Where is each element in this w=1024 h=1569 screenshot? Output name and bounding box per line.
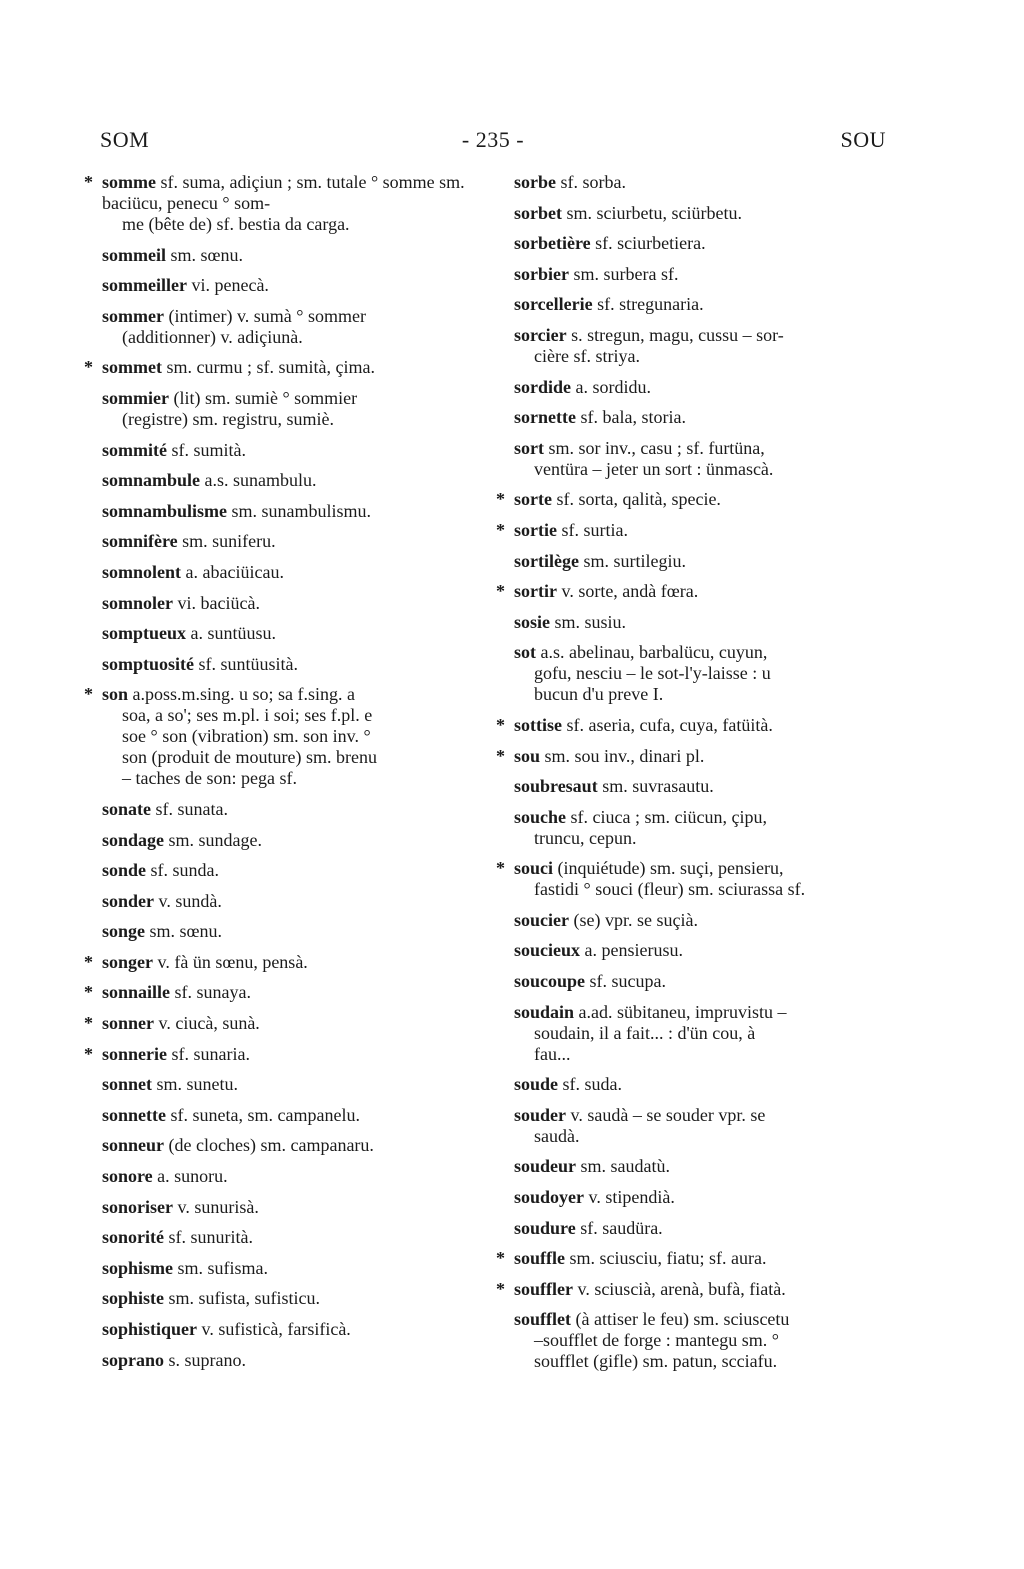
entry-line: somnifère sm. suniferu. — [102, 531, 276, 552]
headword: somptuosité — [102, 653, 195, 674]
entry-line: sondage sm. sundage. — [102, 829, 263, 850]
entry-line: soufflet (à attiser le feu) sm. sciuscetu — [514, 1309, 790, 1330]
dictionary-entry — [84, 357, 474, 378]
dictionary-entry — [496, 745, 886, 767]
headword: sortie — [514, 519, 557, 540]
entry-line: sortie sf. surtia. — [514, 519, 628, 540]
entry-line: sonorité sf. sunurità. — [102, 1227, 253, 1248]
dictionary-entry — [102, 623, 474, 644]
headword: sosie — [514, 611, 550, 632]
entry-line: son a.poss.m.sing. u so; sa f.sing. a — [102, 684, 356, 705]
entry-line: sommet sm. curmu ; sf. sumità, çima. — [102, 357, 375, 378]
dictionary-entry — [514, 940, 886, 961]
dictionary-entry — [514, 612, 886, 633]
headword: sordide — [514, 376, 572, 397]
dictionary-entry — [514, 1074, 886, 1095]
page-header — [100, 127, 886, 157]
headword: sommer — [102, 305, 164, 326]
entry-line: fastidi ° souci (fleur) sm. sciurassa sf. — [534, 879, 806, 900]
headword: sortilège — [514, 550, 579, 571]
entry-star-marker: * — [84, 357, 93, 378]
dictionary-entry — [496, 714, 886, 736]
entry-line: sommeiller vi. penecà. — [102, 275, 269, 296]
dictionary-entry — [514, 1105, 886, 1147]
headword: sommet — [102, 357, 162, 378]
entry-star-marker: * — [496, 714, 505, 735]
dictionary-entry — [496, 519, 886, 541]
entry-line: me (bête de) sf. bestia da carga. — [122, 214, 350, 234]
dictionary-entry — [514, 264, 886, 285]
dictionary-entry — [496, 1248, 886, 1269]
entry-line: – taches de son: pega sf. — [122, 768, 297, 789]
headword: souci — [514, 858, 554, 879]
header-right-guide-word: SOU — [840, 127, 886, 152]
entry-line: sophiste sm. sufista, sufisticu. — [102, 1288, 321, 1309]
dictionary-entry — [514, 1156, 886, 1177]
entry-star-marker: * — [496, 489, 505, 510]
headword: songe — [102, 921, 146, 942]
entry-line: sommité sf. sumità. — [102, 439, 246, 460]
headword: sot — [514, 642, 536, 663]
dictionary-entry — [514, 642, 886, 705]
entry-line: sorbe sf. sorba. — [514, 172, 626, 192]
headword: soprano — [102, 1349, 165, 1370]
dictionary-entry — [102, 470, 474, 491]
headword: soufflet — [514, 1309, 571, 1330]
dictionary-entry — [102, 1258, 474, 1279]
headword: sou — [514, 745, 541, 766]
headword: soudeur — [514, 1156, 577, 1177]
entry-line: sonnaille sf. sunaya. — [102, 982, 252, 1003]
headword: somnambulisme — [102, 500, 228, 521]
entry-line: souder v. saudà – se souder vpr. se — [514, 1104, 766, 1125]
dictionary-entry — [514, 203, 886, 224]
headword: sottise — [514, 714, 562, 735]
dictionary-entry — [514, 294, 886, 315]
entry-line: sophisme sm. sufisma. — [102, 1257, 269, 1278]
entry-line: saudà. — [534, 1125, 580, 1146]
dictionary-entry — [102, 830, 474, 851]
headword: sommier — [102, 387, 169, 408]
entry-line: sonneur (de cloches) sm. campanaru. — [102, 1135, 374, 1156]
entry-line: soa, a so'; ses m.pl. i soi; ses f.pl. e — [122, 705, 373, 726]
dictionary-entry — [102, 1197, 474, 1218]
dictionary-entry — [84, 951, 474, 973]
headword: soudure — [514, 1217, 576, 1238]
entry-line: soudeur sm. saudatù. — [514, 1156, 671, 1177]
entry-line: souffler v. sciuscià, arenà, bufà, fiatà. — [514, 1278, 786, 1299]
entry-star-marker: * — [84, 1043, 93, 1064]
entry-line: sophistiquer v. sufisticà, farsificà. — [102, 1319, 351, 1339]
dictionary-entry — [84, 982, 474, 1003]
headword: soucier — [514, 909, 569, 930]
entry-line: sortir v. sorte, andà fœra. — [514, 581, 699, 602]
dictionary-entry — [514, 1187, 886, 1208]
entry-line: somptuosité sf. suntüusità. — [102, 653, 299, 674]
entry-line: sosie sm. susiu. — [514, 611, 627, 632]
headword: sommité — [102, 439, 167, 460]
headword: soucieux — [514, 940, 581, 961]
entry-line: somnolent a. abaciüicau. — [102, 561, 284, 582]
dictionary-entry — [514, 807, 886, 849]
entry-line: cière sf. striya. — [534, 345, 640, 366]
headword: somnifère — [102, 531, 178, 552]
entry-star-marker: * — [496, 519, 505, 540]
entry-star-marker: * — [496, 581, 505, 602]
headword: sorbetière — [514, 233, 591, 254]
entry-line: sottise sf. aseria, cufa, cuya, fatüità. — [514, 714, 773, 735]
headword: somme — [102, 172, 156, 192]
headword: souche — [514, 806, 567, 827]
entry-line: sonnette sf. suneta, sm. campanelu. — [102, 1104, 360, 1125]
entry-line: sonoriser v. sunurisà. — [102, 1196, 259, 1217]
entry-line: soudain a.ad. sübitaneu, impruvistu – — [514, 1001, 787, 1022]
entry-line: soufflet (gifle) sm. patun, scciafu. — [534, 1351, 778, 1372]
entry-line: (additionner) v. adiçiunà. — [122, 326, 303, 347]
entry-line: sortilège sm. surtilegiu. — [514, 550, 686, 571]
entry-line: soudain, il a fait... : d'ün cou, à — [534, 1022, 756, 1043]
dictionary-entry — [102, 799, 474, 820]
entry-line: somptueux a. suntüusu. — [102, 623, 277, 644]
headword: sonnet — [102, 1074, 153, 1095]
entry-line: sornette sf. bala, storia. — [514, 407, 686, 428]
entry-star-marker: * — [496, 858, 505, 879]
dictionary-entry — [102, 531, 474, 552]
entry-line: soprano s. suprano. — [102, 1349, 247, 1370]
dictionary-entry — [102, 306, 474, 348]
entry-star-marker: * — [496, 745, 505, 766]
dictionary-entry — [514, 1309, 886, 1372]
entry-line: sorte sf. sorta, qalità, specie. — [514, 489, 721, 510]
entry-line: songe sm. sœnu. — [102, 921, 223, 942]
entry-line: sonore a. sunoru. — [102, 1166, 228, 1187]
headword: soubresaut — [514, 776, 598, 797]
headword: souder — [514, 1104, 567, 1125]
dictionary-entry — [514, 233, 886, 254]
headword: sophiste — [102, 1288, 165, 1309]
entry-line: fau... — [534, 1043, 571, 1064]
dictionary-entry — [102, 1350, 474, 1371]
headword: sortir — [514, 581, 557, 602]
entry-line: sonde sf. sunda. — [102, 860, 220, 881]
headword: sonnerie — [102, 1043, 167, 1064]
headword: son — [102, 684, 129, 705]
dictionary-entry — [102, 1074, 474, 1095]
left-column — [84, 172, 474, 1380]
headword: somptueux — [102, 623, 187, 644]
dictionary-entry — [514, 776, 886, 797]
entry-line: son (produit de mouture) sm. brenu — [122, 747, 377, 768]
dictionary-entry — [514, 325, 886, 367]
entry-line: sonnerie sf. sunaria. — [102, 1043, 250, 1064]
entry-star-marker: * — [84, 684, 93, 705]
entry-line: sonate sf. sunata. — [102, 798, 228, 819]
headword: sommeil — [102, 244, 166, 265]
entry-line: soe ° son (vibration) sm. son inv. ° — [122, 726, 371, 747]
entry-line: –soufflet de forge : mantegu sm. ° — [534, 1330, 779, 1351]
headword: somnolent — [102, 561, 182, 582]
entry-line: sonner v. ciucà, sunà. — [102, 1013, 260, 1034]
entry-line: soucier (se) vpr. se suçià. — [514, 909, 698, 930]
headword: somnoler — [102, 592, 173, 613]
headword: sonate — [102, 798, 151, 819]
entry-line: sort sm. sor inv., casu ; sf. furtüna, — [514, 437, 765, 458]
entry-line: ventüra – jeter un sort : ünmascà. — [534, 458, 774, 479]
entry-line: soubresaut sm. suvrasautu. — [514, 776, 714, 797]
entry-star-marker: * — [84, 982, 93, 1003]
headword: sorcellerie — [514, 294, 593, 315]
headword: songer — [102, 951, 153, 972]
header-left-guide-word: SOM — [100, 127, 150, 152]
entry-line: soucieux a. pensierusu. — [514, 940, 683, 961]
headword: sonner — [102, 1013, 155, 1034]
dictionary-entry — [102, 245, 474, 266]
entry-line: sou sm. sou inv., dinari pl. — [514, 745, 705, 766]
headword: sondage — [102, 829, 165, 850]
headword: sorcier — [514, 324, 567, 345]
dictionary-entry — [514, 910, 886, 931]
entry-line: soudure sf. saudüra. — [514, 1217, 663, 1238]
headword: sonder — [102, 890, 155, 911]
headword: sorte — [514, 489, 552, 510]
dictionary-entry — [102, 654, 474, 675]
headword: sort — [514, 437, 544, 458]
headword: souffle — [514, 1248, 565, 1269]
entry-star-marker: * — [496, 1248, 505, 1269]
dictionary-entry — [102, 1135, 474, 1156]
headword: soudoyer — [514, 1187, 585, 1208]
dictionary-entry — [514, 438, 886, 480]
dictionary-entry — [84, 1043, 474, 1065]
headword: soudain — [514, 1001, 575, 1022]
entry-line: sonder v. sundà. — [102, 890, 222, 911]
headword: sonorité — [102, 1227, 164, 1248]
dictionary-entry — [102, 1288, 474, 1309]
entry-star-marker: * — [84, 1013, 93, 1034]
dictionary-entry — [102, 891, 474, 912]
dictionary-entry — [514, 377, 886, 398]
entry-line: bucun d'u preve I. — [534, 684, 664, 705]
entry-line: soucoupe sf. sucupa. — [514, 971, 666, 992]
headword: soude — [514, 1074, 559, 1095]
dictionary-entry — [102, 860, 474, 881]
dictionary-entry — [102, 562, 474, 583]
entry-line: sommeil sm. sœnu. — [102, 244, 243, 265]
dictionary-entry — [514, 551, 886, 572]
dictionary-entry — [496, 489, 886, 510]
dictionary-entry — [496, 581, 886, 602]
dictionary-entry — [102, 388, 474, 430]
dictionary-entry — [84, 172, 474, 235]
dictionary-entry — [102, 501, 474, 522]
entry-line: sommier (lit) sm. sumiè ° sommier — [102, 387, 358, 408]
headword: sonoriser — [102, 1196, 173, 1217]
entry-line: sorbetière sf. sciurbetiera. — [514, 233, 706, 254]
entry-line: sorbier sm. surbera sf. — [514, 263, 679, 284]
headword: sonde — [102, 860, 147, 881]
entry-line: somnambulisme sm. sunambulismu. — [102, 500, 372, 521]
entry-line: soude sf. suda. — [514, 1074, 623, 1095]
entry-line: sorbet sm. sciurbetu, sciürbetu. — [514, 202, 742, 223]
right-column — [496, 172, 886, 1382]
headword: sonore — [102, 1166, 153, 1187]
entry-line: gofu, nesciu – le sot-l'y-laisse : u — [534, 663, 771, 684]
entry-line: sommer (intimer) v. sumà ° sommer — [102, 305, 366, 326]
dictionary-entry — [102, 1227, 474, 1248]
headword: sorbe — [514, 172, 556, 192]
entry-line: truncu, cepun. — [534, 827, 637, 848]
dictionary-entry — [84, 684, 474, 789]
headword: sonnaille — [102, 982, 171, 1003]
dictionary-entry — [514, 1002, 886, 1065]
entry-line: somme sf. suma, adiçiun ; sm. tutale ° somme sm. baciücu, penecu ° som- — [102, 172, 465, 213]
dictionary-entry — [102, 1105, 474, 1126]
headword: sorbier — [514, 263, 569, 284]
dictionary-entry — [102, 275, 474, 296]
dictionary-entry — [102, 1319, 474, 1340]
dictionary-entry — [102, 921, 474, 942]
headword: soucoupe — [514, 971, 586, 992]
entry-line: somnoler vi. baciücà. — [102, 592, 260, 613]
headword: sornette — [514, 407, 576, 428]
headword: sonneur — [102, 1135, 165, 1156]
entry-line: somnambule a.s. sunambulu. — [102, 470, 317, 491]
entry-line: sorcellerie sf. stregunaria. — [514, 294, 704, 315]
entry-star-marker: * — [84, 172, 93, 192]
dictionary-entry — [102, 1166, 474, 1187]
entry-line: sorcier s. stregun, magu, cussu – sor- — [514, 324, 784, 345]
entry-star-marker: * — [496, 1278, 505, 1299]
dictionary-entry — [514, 172, 886, 193]
headword: sophistiquer — [102, 1319, 198, 1339]
page-number: - 235 - — [461, 127, 525, 152]
headword: sophisme — [102, 1257, 174, 1278]
headword: somnambule — [102, 470, 201, 491]
entry-line: sordide a. sordidu. — [514, 376, 652, 397]
dictionary-entry — [102, 440, 474, 461]
dictionary-entry — [514, 971, 886, 992]
entry-line: (registre) sm. registru, sumiè. — [122, 408, 334, 429]
dictionary-entry — [496, 1278, 886, 1300]
dictionary-entry — [496, 858, 886, 900]
headword: sommeiller — [102, 275, 187, 296]
dictionary-entry — [514, 1218, 886, 1239]
entry-line: sonnet sm. sunetu. — [102, 1074, 239, 1095]
entry-line: soudoyer v. stipendià. — [514, 1187, 675, 1208]
headword: souffler — [514, 1278, 573, 1299]
entry-line: souffle sm. sciusciu, fiatu; sf. aura. — [514, 1248, 767, 1269]
entry-star-marker: * — [84, 951, 93, 972]
entry-line: souci (inquiétude) sm. suçi, pensieru, — [514, 858, 784, 879]
dictionary-entry — [84, 1013, 474, 1034]
entry-line: sot a.s. abelinau, barbalücu, cuyun, — [514, 642, 768, 663]
dictionary-entry — [102, 593, 474, 614]
headword: sorbet — [514, 202, 562, 223]
entry-line: souche sf. ciuca ; sm. ciücun, çipu, — [514, 806, 767, 827]
entry-line: songer v. fà ün sœnu, pensà. — [102, 951, 308, 972]
headword: sonnette — [102, 1104, 166, 1125]
dictionary-entry — [514, 407, 886, 428]
